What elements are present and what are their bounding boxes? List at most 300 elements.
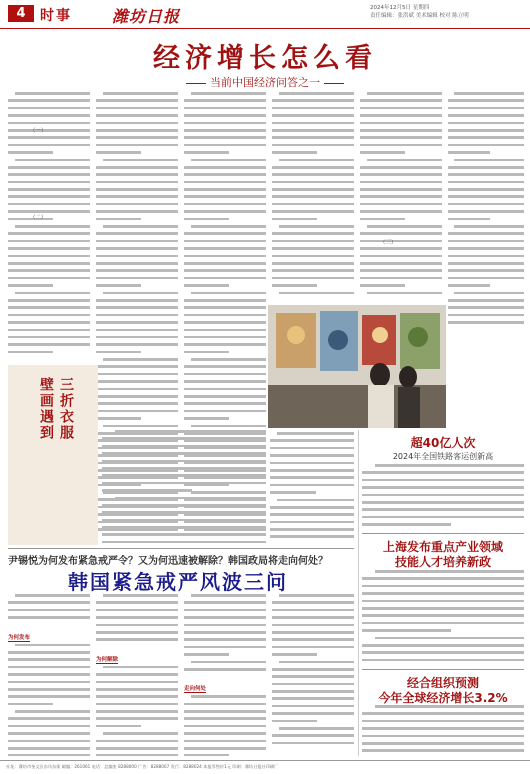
news-2-headline: 上海发布重点产业领域 <box>382 540 503 554</box>
text-line <box>96 395 178 398</box>
text-line <box>96 107 178 110</box>
text-line <box>96 740 178 743</box>
text-line <box>184 380 266 383</box>
text-line <box>96 232 178 235</box>
korea-label-2: 为何解除 <box>96 656 119 663</box>
text-line <box>184 144 266 147</box>
feature-text-2 <box>270 432 354 548</box>
text-line <box>184 203 266 206</box>
text-line <box>102 445 266 448</box>
text-line <box>103 159 178 162</box>
text-line <box>448 173 524 176</box>
text-line <box>8 651 90 654</box>
text-line <box>96 747 178 750</box>
text-line <box>184 321 266 324</box>
text-line <box>96 373 178 376</box>
text-line <box>102 541 266 544</box>
text-line <box>191 425 266 428</box>
text-line <box>367 225 442 228</box>
text-line <box>96 754 178 756</box>
text-line <box>102 511 266 514</box>
text-line <box>8 99 90 102</box>
text-line <box>184 732 266 735</box>
text-line <box>8 166 90 169</box>
text-line <box>272 624 354 627</box>
text-line <box>184 255 266 258</box>
text-line <box>96 299 178 302</box>
text-line <box>448 122 524 125</box>
text-line <box>96 717 178 720</box>
text-line <box>102 533 266 536</box>
text-line <box>362 720 524 723</box>
text-line <box>279 661 354 664</box>
text-line <box>375 464 524 467</box>
text-line <box>96 151 141 154</box>
text-line <box>102 467 266 470</box>
text-line <box>184 624 266 627</box>
text-line <box>96 710 178 713</box>
text-line <box>96 114 178 117</box>
text-line <box>270 476 354 479</box>
text-line <box>272 638 354 641</box>
text-line <box>362 742 524 745</box>
text-line <box>360 129 442 132</box>
text-line <box>272 668 354 671</box>
text-line <box>360 188 442 191</box>
text-line <box>8 284 53 287</box>
text-line <box>362 592 524 595</box>
text-line <box>103 292 178 295</box>
newspaper-logo: 潍坊日报 <box>112 7 181 26</box>
text-line <box>8 277 90 280</box>
text-line <box>8 717 90 720</box>
text-line <box>279 727 354 730</box>
text-line <box>8 688 90 691</box>
text-line <box>279 225 354 228</box>
text-line <box>15 644 90 647</box>
text-line <box>362 486 524 489</box>
text-line <box>448 181 524 184</box>
text-line <box>184 129 266 132</box>
divider-news-1 <box>362 533 524 534</box>
text-line <box>8 181 90 184</box>
text-line <box>184 306 266 309</box>
text-line <box>184 232 266 235</box>
text-line <box>360 240 442 243</box>
text-line <box>272 720 317 723</box>
text-line <box>277 432 354 435</box>
text-line <box>272 653 317 656</box>
text-line <box>184 365 266 368</box>
text-line <box>272 195 354 198</box>
news-1-body <box>362 464 524 530</box>
news-2-body <box>362 570 524 666</box>
text-line <box>272 734 354 737</box>
text-line <box>184 609 266 612</box>
text-line <box>360 247 442 250</box>
text-line <box>96 247 178 250</box>
text-line <box>115 430 266 433</box>
text-line <box>8 616 90 619</box>
text-line <box>184 218 229 221</box>
text-line <box>96 601 178 604</box>
korea-column-4 <box>272 594 354 756</box>
text-line <box>360 284 405 287</box>
text-line <box>270 513 354 516</box>
news-3-subheadline: 今年全球经济增长3.2% <box>378 691 508 705</box>
text-line <box>96 695 178 698</box>
text-line <box>184 717 266 720</box>
text-line <box>448 129 524 132</box>
text-line <box>362 727 524 730</box>
text-line <box>272 210 354 213</box>
text-line <box>362 607 524 610</box>
text-line <box>360 166 442 169</box>
text-line <box>8 240 90 243</box>
text-line <box>8 754 90 756</box>
text-line <box>8 269 90 272</box>
text-line <box>102 482 266 485</box>
text-line <box>360 262 442 265</box>
text-line <box>362 516 524 519</box>
text-line <box>8 658 90 661</box>
text-line <box>191 92 266 95</box>
news-1-headline: 超40亿人次 <box>410 436 476 450</box>
feature-title: 三折衣服 <box>58 377 74 441</box>
text-line <box>375 705 524 708</box>
korea-headline: 韩国紧急戒严风波三问 <box>68 570 288 594</box>
text-line <box>191 159 266 162</box>
text-line <box>191 225 266 228</box>
page-header <box>0 0 530 29</box>
text-line <box>362 622 524 625</box>
text-line <box>8 321 90 324</box>
text-line <box>448 321 524 324</box>
text-line <box>270 506 354 509</box>
text-line <box>454 292 524 295</box>
text-line <box>272 697 354 700</box>
text-line <box>184 240 266 243</box>
text-line <box>96 218 141 221</box>
text-line <box>448 314 524 317</box>
text-line <box>184 314 266 317</box>
text-line <box>102 437 266 440</box>
text-line <box>96 99 178 102</box>
main-headline: 经济增长怎么看 <box>153 43 377 74</box>
text-line <box>279 594 354 597</box>
article-column-6 <box>448 92 524 332</box>
text-line <box>96 616 178 619</box>
feature-text <box>102 430 266 548</box>
korea-label-1: 为何发布 <box>8 634 31 641</box>
text-line <box>191 661 266 664</box>
text-line <box>448 232 524 235</box>
text-line <box>375 570 524 573</box>
text-line <box>448 247 524 250</box>
text-line <box>362 659 524 662</box>
text-line <box>96 681 178 684</box>
text-line <box>191 594 266 597</box>
text-line <box>96 284 141 287</box>
text-line <box>272 114 354 117</box>
text-line <box>360 232 442 235</box>
news-2-subheadline: 技能人才培养新政 <box>394 555 491 569</box>
text-line <box>8 188 90 191</box>
text-line <box>96 329 178 332</box>
text-line <box>272 742 354 745</box>
text-line <box>448 166 524 169</box>
text-line <box>184 410 266 413</box>
text-line <box>272 136 354 139</box>
text-line <box>448 277 524 280</box>
text-line <box>96 321 178 324</box>
text-line <box>184 299 266 302</box>
text-line <box>272 181 354 184</box>
text-line <box>15 594 90 597</box>
text-line <box>362 471 524 474</box>
text-line <box>8 247 90 250</box>
text-line <box>8 151 53 154</box>
text-line <box>96 269 178 272</box>
text-line <box>360 255 442 258</box>
text-line <box>270 491 316 494</box>
text-line <box>8 681 90 684</box>
text-line <box>96 609 178 612</box>
text-line <box>8 306 90 309</box>
korea-label-3: 走向何处 <box>184 686 207 693</box>
text-line <box>448 218 490 221</box>
text-line <box>103 732 178 735</box>
text-line <box>96 688 178 691</box>
text-line <box>8 609 90 612</box>
text-line <box>191 358 266 361</box>
text-line <box>184 646 266 649</box>
text-line <box>448 240 524 243</box>
news-photo-painting <box>268 305 446 428</box>
text-line <box>96 277 178 280</box>
text-line <box>360 181 442 184</box>
text-line <box>362 479 524 482</box>
text-line <box>96 725 141 728</box>
text-line <box>8 173 90 176</box>
article-column-4 <box>272 92 354 302</box>
text-line <box>360 277 442 280</box>
text-line <box>277 499 354 502</box>
text-line <box>279 292 354 295</box>
text-line <box>96 336 178 339</box>
text-line <box>184 277 266 280</box>
page-number: 4 <box>8 5 34 22</box>
text-line <box>448 136 524 139</box>
text-line <box>184 754 229 756</box>
text-line <box>362 494 524 497</box>
text-line <box>15 710 90 713</box>
text-line <box>96 380 178 383</box>
text-line <box>96 703 178 706</box>
text-line <box>15 159 90 162</box>
text-line <box>270 528 354 531</box>
text-line <box>362 735 524 738</box>
text-line <box>8 601 90 604</box>
text-line <box>375 637 524 640</box>
text-line <box>15 92 90 95</box>
section-marker-3: （三） <box>380 240 397 246</box>
text-line <box>279 159 354 162</box>
text-line <box>103 425 178 428</box>
text-line <box>448 262 524 265</box>
text-line <box>272 690 354 693</box>
korea-column-2 <box>96 594 178 756</box>
text-line <box>448 255 524 258</box>
text-line <box>8 299 90 302</box>
text-line <box>103 594 178 597</box>
text-line <box>96 314 178 317</box>
text-line <box>184 725 266 728</box>
feature-title-2: 壁画遇到 <box>38 377 54 441</box>
text-line <box>360 122 442 125</box>
text-line <box>454 92 524 95</box>
text-line <box>8 136 90 139</box>
text-line <box>360 144 442 147</box>
text-line <box>96 262 178 265</box>
text-line <box>454 159 524 162</box>
text-line <box>448 107 524 110</box>
text-line <box>272 107 354 110</box>
text-line <box>8 262 90 265</box>
text-line <box>184 136 266 139</box>
text-line <box>8 673 90 676</box>
section-marker-1: （一） <box>30 128 47 134</box>
text-line <box>96 173 178 176</box>
text-line <box>96 306 178 309</box>
text-line <box>15 225 90 228</box>
text-line <box>102 526 266 529</box>
text-line <box>8 122 90 125</box>
text-line <box>184 262 266 265</box>
text-line <box>272 609 354 612</box>
text-line <box>272 683 354 686</box>
text-line <box>448 151 490 154</box>
text-line <box>8 232 90 235</box>
feature-artwork-box <box>8 365 98 545</box>
text-line <box>102 460 266 463</box>
text-line <box>96 122 178 125</box>
publish-date: 2024年12月5日 星期四 <box>370 5 430 11</box>
text-line <box>362 651 524 654</box>
text-line <box>184 631 266 634</box>
text-line <box>362 629 451 632</box>
text-line <box>360 218 405 221</box>
text-line <box>115 497 266 500</box>
text-line <box>448 269 524 272</box>
text-line <box>184 703 266 706</box>
text-line <box>8 336 90 339</box>
text-line <box>272 616 354 619</box>
text-line <box>184 329 266 332</box>
text-line <box>272 144 354 147</box>
text-line <box>272 129 354 132</box>
text-line <box>8 351 53 354</box>
text-line <box>96 631 178 634</box>
text-line <box>96 195 178 198</box>
news-1-subheadline: 2024年全国铁路客运创新高 <box>392 452 494 461</box>
text-line <box>367 292 442 295</box>
text-line <box>272 173 354 176</box>
text-line <box>102 474 266 477</box>
text-line <box>184 188 266 191</box>
text-line <box>8 114 90 117</box>
divider-news-2 <box>362 669 524 670</box>
text-line <box>270 439 354 442</box>
text-line <box>184 710 266 713</box>
text-line <box>362 644 524 647</box>
text-line <box>272 166 354 169</box>
text-line <box>96 638 178 641</box>
text-line <box>360 195 442 198</box>
text-line <box>184 166 266 169</box>
text-line <box>360 151 405 154</box>
text-line <box>448 144 524 147</box>
text-line <box>448 203 524 206</box>
text-line <box>184 210 266 213</box>
text-line <box>96 351 141 354</box>
text-line <box>362 501 524 504</box>
text-line <box>270 484 354 487</box>
text-line <box>184 402 266 405</box>
text-line <box>272 631 354 634</box>
text-line <box>96 166 178 169</box>
text-line <box>184 107 266 110</box>
text-line <box>272 151 317 154</box>
section-label: 时事 <box>40 8 72 24</box>
text-line <box>184 151 229 154</box>
editor-credits: 责任编辑：张洪斌 美术编辑 校对 陈立明 <box>370 13 469 19</box>
text-line <box>191 292 266 295</box>
text-line <box>184 122 266 125</box>
text-line <box>272 601 354 604</box>
text-line <box>96 343 178 346</box>
text-line <box>96 181 178 184</box>
text-line <box>272 232 354 235</box>
text-line <box>184 181 266 184</box>
text-line <box>184 114 266 117</box>
text-line <box>103 225 178 228</box>
text-line <box>8 203 90 206</box>
divider-korea <box>8 548 354 549</box>
section-marker-2: （二） <box>30 215 47 221</box>
text-line <box>103 666 178 669</box>
news-3-headline: 经合组织预测 <box>406 676 479 690</box>
text-line <box>272 284 317 287</box>
text-line <box>367 92 442 95</box>
text-line <box>8 314 90 317</box>
text-line <box>102 489 192 492</box>
text-line <box>272 203 354 206</box>
text-line <box>8 747 90 750</box>
text-line <box>272 277 354 280</box>
text-line <box>96 144 178 147</box>
text-line <box>270 535 354 538</box>
text-line <box>96 410 178 413</box>
text-line <box>8 195 90 198</box>
text-line <box>96 203 178 206</box>
news-3-body <box>362 705 524 757</box>
text-line <box>96 402 178 405</box>
text-line <box>272 262 354 265</box>
text-line <box>184 343 266 346</box>
text-line <box>184 616 266 619</box>
text-line <box>8 343 90 346</box>
